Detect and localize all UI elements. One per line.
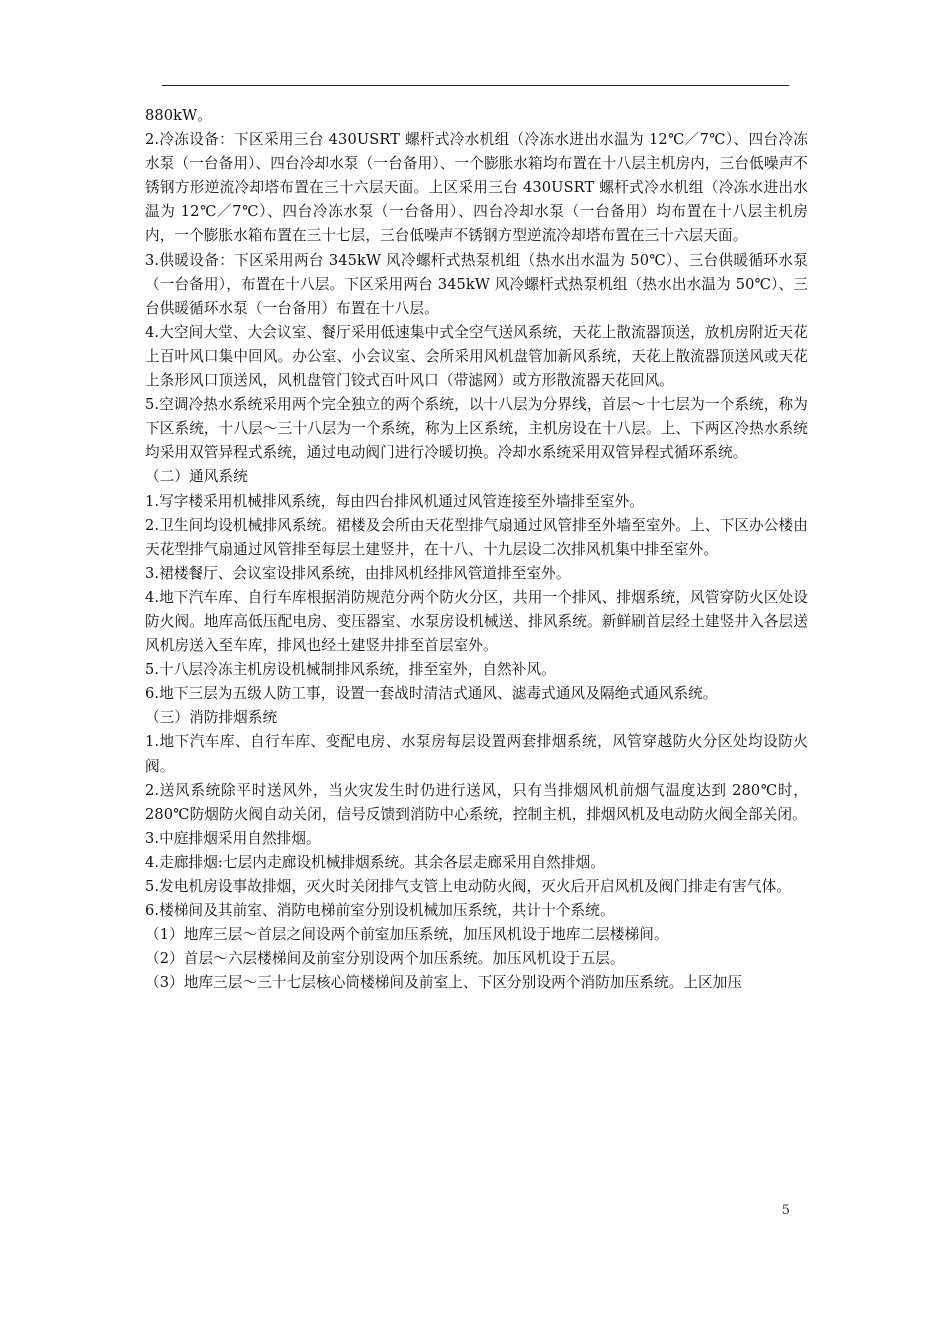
paragraph: 3.中庭排烟采用自然排烟。 (145, 829, 321, 847)
paragraph: 2.卫生间均设机械排风系统。裙楼及会所由天花型排气扇通过风管排至外墙至室外。上、下区办公楼由天花型排气扇通过风管排至每层土建竖井，在十八、十九层设二次排风机集中排至室外。 (145, 516, 808, 558)
paragraph: （1）地库三层～首层之间设两个前室加压系统，加压风机设于地库二层楼梯间。 (145, 926, 669, 944)
paragraph: 1.地下汽车库、自行车库、变配电房、水泵房每层设置两套排烟系统，风管穿越防火分区处均设防火阀。 (145, 733, 808, 775)
paragraph: 3.裙楼餐厅、会议室设排风系统，由排风机经排风管道排至室外。 (145, 564, 571, 582)
page-number: 5 (781, 1203, 790, 1218)
paragraph: （3）地库三层～三十七层核心筒楼梯间及前室上、下区分别设两个消防加压系统。上区加压 (145, 974, 743, 992)
paragraph: 5.十八层冷冻主机房设机械制排风系统，排至室外，自然补风。 (145, 661, 556, 679)
paragraph: 4.大空间大堂、大会议室、餐厅采用低速集中式全空气送风系统，天花上散流器顶送，放机房附近天花上百叶风口集中回风。办公室、小会议室、会所采用风机盘管加新风系统，天花上散流器顶送风或天花上条形风口顶送风，风机盘管门铰式百叶风口（带滤网）或方形散流器天花回风。 (145, 323, 808, 390)
paragraph: 1.写字楼采用机械排风系统，每由四台排风机通过风管连接至外墙排至室外。 (145, 492, 645, 510)
paragraph: 4.走廊排烟:七层内走廊设机械排烟系统。其余各层走廊采用自然排烟。 (145, 853, 605, 871)
section-heading: （二）通风系统 (145, 468, 248, 486)
paragraph: 2.送风系统除平时送风外，当火灾发生时仍进行送风，只有当排烟风机前烟气温度达到 280℃时，280℃防烟防火阀自动关闭，信号反馈到消防中心系统，控制主机，排烟风机及电动防火阀全部关闭。 (145, 781, 808, 823)
paragraph: 3.供暖设备：下区采用两台 345kW 风冷螺杆式热泵机组（热水出水温为 50℃）、三台供暖循环水泵（一台备用），布置在十八层。下区采用两台 345kW 风冷螺杆式热泵机组（热水出水温为 50℃）、三台供暖循环水泵（一台备用）布置在十八层。 (145, 251, 808, 317)
paragraph: 4.地下汽车库、自行车库根据消防规范分两个防火分区，共用一个排风、排烟系统，风管穿防火区处设防火阀。地库高低压配电房、变压器室、水泵房设机械送、排风系统。新鲜刷首层经土建竖井入各层送风机房送入至车库，排风也经土建竖井排至首层室外。 (145, 588, 808, 655)
paragraph: 5.空调冷热水系统采用两个完全独立的两个系统，以十八层为分界线，首层～十七层为一个系统，称为下区系统，十八层～三十八层为一个系统，称为上区系统，主机房设在十八层。上、下两区冷热水系统均采用双管异程式系统，通过电动阀门进行冷暖切换。冷却水系统采用双管异程式循环系统。 (145, 396, 808, 462)
section-heading: （三）消防排烟系统 (145, 709, 278, 727)
paragraph: 6.地下三层为五级人防工事，设置一套战时清洁式通风、滤毒式通风及隔绝式通风系统。 (145, 685, 718, 703)
header-rule (162, 85, 789, 86)
paragraph: 2.冷冻设备：下区采用三台 430USRT 螺杆式冷水机组（冷冻水进出水温为 12℃／7℃）、四台冷冻水泵（一台备用）、四台冷却水泵（一台备用）、一个膨胀水箱均布置在十八层主机房内，三台低噪声不锈钢方形逆流冷却塔布置在三十六层天面。上区采用三台 430USRT 螺杆式冷水机组（冷冻水进出水温为 12℃／7℃）、四台冷冻水泵（一台备用）、四台冷却水泵（一台备用）均布置在十八层主机房内，一个膨胀水箱布置在三十七层，三台低噪声不锈钢方型逆流冷却塔布置在三十六层天面。 (145, 131, 808, 245)
paragraph: （2）首层～六层楼梯间及前室分别设两个加压系统。加压风机设于五层。 (145, 950, 625, 968)
paragraph: 880kW。 (145, 107, 212, 124)
document-body (145, 104, 808, 995)
paragraph: 5.发电机房设事故排烟，灭火时关闭排气支管上电动防火阀，灭火后开启风机及阀门排走有害气体。 (145, 878, 791, 895)
paragraph: 6.楼梯间及其前室、消防电梯前室分别设机械加压系统，共计十个系统。 (145, 902, 615, 920)
